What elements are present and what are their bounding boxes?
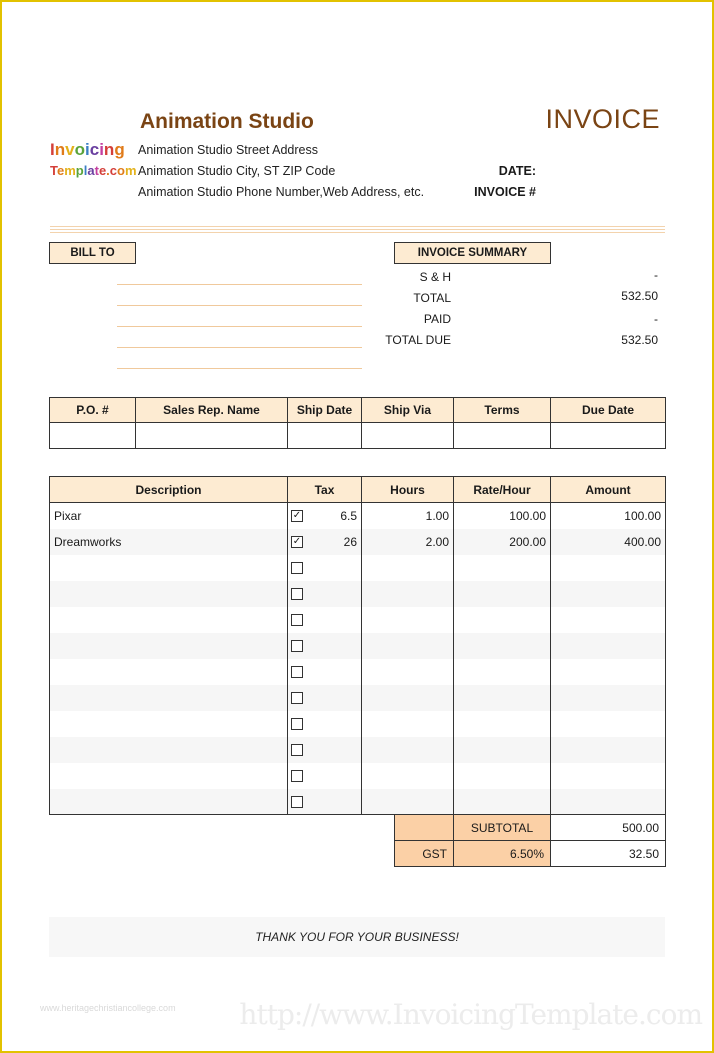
- item-amount: 400.00: [551, 529, 666, 555]
- summary-sh-label: S & H: [419, 270, 451, 284]
- company-street: Animation Studio Street Address: [138, 143, 318, 157]
- taxable-checkbox[interactable]: [291, 588, 303, 600]
- bill-to-line[interactable]: [117, 368, 362, 369]
- taxable-checkbox[interactable]: [291, 718, 303, 730]
- item-hours[interactable]: [362, 763, 454, 789]
- item-hours[interactable]: 1.00: [362, 503, 454, 529]
- taxable-checkbox[interactable]: [291, 562, 303, 574]
- item-description[interactable]: [50, 789, 288, 815]
- item-description[interactable]: [50, 581, 288, 607]
- invoice-number-label: INVOICE #: [474, 185, 536, 199]
- table-row: [50, 685, 666, 711]
- header-divider: [50, 232, 665, 233]
- item-rate[interactable]: [454, 659, 551, 685]
- summary-sh-value: -: [654, 268, 658, 282]
- rate-header: Rate/Hour: [454, 477, 551, 503]
- bill-to-line[interactable]: [117, 305, 362, 306]
- item-description[interactable]: [50, 555, 288, 581]
- item-tax-cell: [288, 503, 362, 529]
- item-tax-cell: [288, 685, 362, 711]
- item-tax-cell: [288, 555, 362, 581]
- order-info-row: [50, 423, 666, 449]
- terms-header: Terms: [454, 398, 551, 423]
- item-tax: 6.5: [340, 509, 357, 523]
- item-amount: [551, 685, 666, 711]
- due-date-header: Due Date: [551, 398, 666, 423]
- summary-total-due-value: 532.50: [621, 333, 658, 347]
- item-description[interactable]: Pixar: [50, 503, 288, 529]
- taxable-checkbox[interactable]: ✓: [292, 535, 302, 547]
- table-row: [50, 581, 666, 607]
- item-hours[interactable]: [362, 581, 454, 607]
- item-tax-cell: [288, 737, 362, 763]
- taxable-checkbox[interactable]: [291, 614, 303, 626]
- amount-header: Amount: [551, 477, 666, 503]
- totals-table: [394, 814, 666, 867]
- tax-label: GST: [395, 841, 454, 867]
- subtotal-value: 500.00: [551, 815, 666, 841]
- tax-rate[interactable]: 6.50%: [454, 841, 551, 867]
- sales-rep-header: Sales Rep. Name: [136, 398, 288, 423]
- sales-rep-cell[interactable]: [136, 423, 288, 449]
- order-info-table: [49, 397, 666, 449]
- table-row: [50, 555, 666, 581]
- table-row: [50, 763, 666, 789]
- item-tax-cell: [288, 633, 362, 659]
- header-divider: [50, 226, 665, 227]
- due-date-cell[interactable]: [551, 423, 666, 449]
- terms-cell[interactable]: [454, 423, 551, 449]
- summary-total-value: 532.50: [621, 289, 658, 303]
- item-tax-cell: [288, 581, 362, 607]
- item-rate[interactable]: [454, 685, 551, 711]
- item-rate[interactable]: [454, 607, 551, 633]
- summary-paid-label: PAID: [423, 312, 451, 326]
- item-description[interactable]: [50, 737, 288, 763]
- item-rate[interactable]: 100.00: [454, 503, 551, 529]
- summary-total-due-label: TOTAL DUE: [385, 333, 451, 347]
- table-row: [50, 789, 666, 815]
- company-city: Animation Studio City, ST ZIP Code: [138, 164, 336, 178]
- logo-line1: Invoicing: [50, 140, 125, 159]
- item-hours[interactable]: [362, 633, 454, 659]
- tax-header: Tax: [288, 477, 362, 503]
- tax-value: 32.50: [551, 841, 666, 867]
- item-description[interactable]: [50, 685, 288, 711]
- header-divider: [50, 229, 665, 230]
- table-row: [50, 711, 666, 737]
- item-description[interactable]: [50, 633, 288, 659]
- item-amount: [551, 737, 666, 763]
- item-rate[interactable]: [454, 789, 551, 815]
- item-amount: [551, 789, 666, 815]
- ship-date-header: Ship Date: [288, 398, 362, 423]
- item-hours[interactable]: [362, 659, 454, 685]
- ship-date-cell[interactable]: [288, 423, 362, 449]
- item-description[interactable]: [50, 659, 288, 685]
- invoice-summary-label: INVOICE SUMMARY: [394, 242, 551, 264]
- line-items-header: [50, 477, 666, 503]
- item-rate[interactable]: [454, 737, 551, 763]
- item-amount: 100.00: [551, 503, 666, 529]
- bill-to-label: BILL TO: [49, 242, 136, 264]
- table-row: [50, 659, 666, 685]
- item-amount: [551, 711, 666, 737]
- item-rate[interactable]: [454, 763, 551, 789]
- table-row: [50, 503, 666, 529]
- taxable-checkbox[interactable]: [291, 640, 303, 652]
- item-amount: [551, 607, 666, 633]
- item-description[interactable]: Dreamworks: [50, 529, 288, 555]
- table-row: [50, 633, 666, 659]
- logo: [50, 140, 137, 180]
- line-items-table: [49, 476, 666, 815]
- item-rate[interactable]: [454, 555, 551, 581]
- description-header: Description: [50, 477, 288, 503]
- date-label: DATE:: [498, 164, 536, 178]
- bill-to-line[interactable]: [117, 326, 362, 327]
- company-name: Animation Studio: [140, 110, 314, 133]
- item-hours[interactable]: [362, 737, 454, 763]
- summary-total-label: TOTAL: [413, 291, 451, 305]
- item-tax-cell: [288, 607, 362, 633]
- ship-via-cell[interactable]: [362, 423, 454, 449]
- taxable-checkbox[interactable]: ✓: [292, 510, 302, 521]
- taxable-checkbox[interactable]: [291, 744, 303, 756]
- table-row: [50, 607, 666, 633]
- table-row: [50, 529, 666, 555]
- item-hours[interactable]: [362, 607, 454, 633]
- item-tax-cell: [288, 763, 362, 789]
- item-amount: [551, 555, 666, 581]
- po-number-cell[interactable]: [50, 423, 136, 449]
- watermark-right: http://www.InvoicingTemplate.com: [239, 998, 702, 1031]
- item-hours[interactable]: [362, 685, 454, 711]
- item-amount: [551, 763, 666, 789]
- subtotal-label: SUBTOTAL: [454, 815, 551, 841]
- item-description[interactable]: [50, 607, 288, 633]
- item-hours[interactable]: 2.00: [362, 529, 454, 555]
- table-row: [50, 737, 666, 763]
- item-tax-cell: [288, 711, 362, 737]
- item-rate[interactable]: 200.00: [454, 529, 551, 555]
- item-amount: [551, 659, 666, 685]
- taxable-checkbox[interactable]: [291, 770, 303, 782]
- item-hours[interactable]: [362, 555, 454, 581]
- po-number-header: P.O. #: [50, 398, 136, 423]
- taxable-checkbox[interactable]: [291, 796, 303, 808]
- item-tax-cell: [288, 529, 362, 555]
- taxable-checkbox[interactable]: [291, 666, 303, 678]
- bill-to-line[interactable]: [117, 347, 362, 348]
- item-hours[interactable]: [362, 711, 454, 737]
- company-contact: Animation Studio Phone Number,Web Address, etc.: [138, 185, 425, 199]
- item-tax-cell: [288, 659, 362, 685]
- summary-paid-value: -: [654, 312, 658, 326]
- tax-row: [395, 841, 666, 867]
- item-description[interactable]: [50, 763, 288, 789]
- item-rate[interactable]: [454, 581, 551, 607]
- item-amount: [551, 633, 666, 659]
- order-info-header: [50, 398, 666, 423]
- bill-to-line[interactable]: [117, 284, 362, 285]
- invoice-title: INVOICE: [545, 104, 660, 134]
- item-tax: 26: [343, 534, 357, 549]
- item-rate[interactable]: [454, 633, 551, 659]
- hours-header: Hours: [362, 477, 454, 503]
- item-rate[interactable]: [454, 711, 551, 737]
- item-hours[interactable]: [362, 789, 454, 815]
- taxable-checkbox[interactable]: [291, 692, 303, 704]
- subtotal-row: [395, 815, 666, 841]
- thank-you-message: THANK YOU FOR YOUR BUSINESS!: [49, 917, 665, 957]
- item-amount: [551, 581, 666, 607]
- watermark-left: www.heritagechristiancollege.com: [40, 1003, 176, 1013]
- subtotal-spacer: [395, 815, 454, 841]
- logo-line2: Template.com: [50, 163, 137, 178]
- item-description[interactable]: [50, 711, 288, 737]
- item-tax-cell: [288, 789, 362, 815]
- ship-via-header: Ship Via: [362, 398, 454, 423]
